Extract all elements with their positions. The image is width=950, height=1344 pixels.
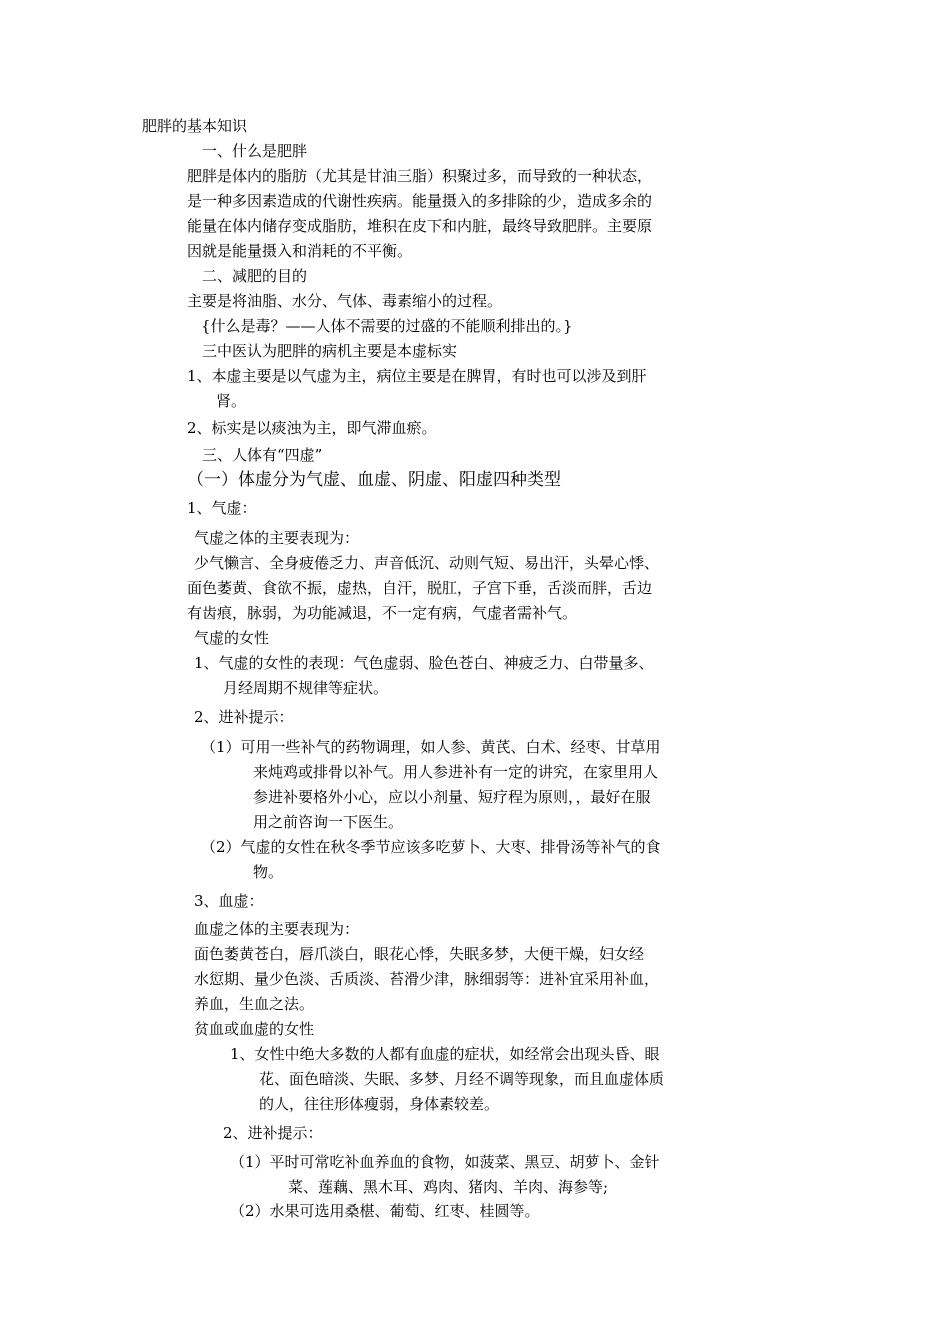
paragraph-line: 水愆期、量少色淡、舌质淡、苔滑少津，脉细弱等：进补宜采用补血， bbox=[194, 970, 660, 988]
item-label: 1、气虚： bbox=[187, 499, 257, 517]
paragraph-line: 气虚的女性 bbox=[194, 629, 270, 647]
paragraph-line: 肥胖是体内的脂肪（尤其是甘油三脂）积聚过多，而导致的一种状态， bbox=[187, 167, 653, 185]
list-item: 2、标实是以痰浊为主，即气滞血瘀。 bbox=[187, 419, 437, 437]
list-item-continuation: 花、面色暗淡、失眠、多梦、月经不调等现象，而且血虚体质 bbox=[259, 1070, 665, 1088]
paragraph-line: 面色萎黄苍白，唇爪淡白，眼花心悸，失眠多梦，大便干燥，妇女经 bbox=[194, 945, 645, 963]
paragraph-line: 主要是将油脂、水分、气体、毒素缩小的过程。 bbox=[187, 292, 503, 310]
list-item-continuation: 菜、莲藕、黑木耳、鸡肉、猪肉、羊肉、海参等; bbox=[288, 1178, 609, 1196]
list-item-continuation: 参进补要格外小心，应以小剂量、短疗程为原则，，最好在服 bbox=[253, 788, 651, 806]
paragraph-line: 能量在体内储存变成脂肪，堆积在皮下和内脏，最终导致肥胖。主要原 bbox=[187, 217, 653, 235]
list-item: （1）可用一些补气的药物调理，如人参、黄芪、白术、经枣、甘草用 bbox=[201, 738, 661, 756]
paragraph-line: 少气懒言、全身疲倦乏力、声音低沉、动则气短、易出汗，头晕心悸、 bbox=[194, 554, 660, 572]
list-item-continuation: 物。 bbox=[253, 863, 284, 881]
list-item-continuation: 肾。 bbox=[216, 392, 247, 410]
list-item-continuation: 来炖鸡或排骨以补气。用人参进补有一定的讲究，在家里用人 bbox=[253, 763, 659, 781]
paragraph-line: 血虚之体的主要表现为： bbox=[194, 920, 360, 938]
paragraph-line: 养血，生血之法。 bbox=[194, 995, 315, 1013]
list-item-continuation: 的人，往往形体瘦弱，身体素较差。 bbox=[259, 1095, 500, 1113]
paragraph-line: 是一种多因素造成的代谢性疾病。能量摄入的多排除的少，造成多余的 bbox=[187, 192, 653, 210]
list-item: 2、进补提示： bbox=[223, 1124, 323, 1142]
list-item: 1、气虚的女性的表现：气色虚弱、脸色苍白、神疲乏力、白带量多、 bbox=[194, 654, 654, 672]
paragraph-line: 三中医认为肥胖的病机主要是本虚标实 bbox=[202, 342, 458, 360]
subsection-heading: （一）体虚分为气虚、血虚、阴虚、阳虚四种类型 bbox=[187, 470, 561, 490]
paragraph-line: 气虚之体的主要表现为： bbox=[194, 529, 360, 547]
list-item: （2）水果可选用桑椹、葡萄、红枣、桂圆等。 bbox=[230, 1202, 540, 1220]
list-item: （1）平时可常吃补血养血的食物，如菠菜、黑豆、胡萝卜、金针 bbox=[230, 1153, 660, 1171]
list-item: 1、女性中绝大多数的人都有血虚的症状，如经常会出现头昏、眼 bbox=[230, 1045, 660, 1063]
paragraph-line: 面色萎黄、食欲不振，虚热，自汗，脱肛，子宫下垂，舌淡而胖，舌边 bbox=[187, 579, 653, 597]
paragraph-line: {什么是毒？——人体不需要的过盛的不能顺利排出的。} bbox=[201, 317, 573, 335]
list-item: （2）气虚的女性在秋冬季节应该多吃萝卜、大枣、排骨汤等补气的食 bbox=[201, 838, 661, 856]
section-heading: 三、人体有“四虚” bbox=[202, 446, 323, 464]
section-heading: 一、什么是肥胖 bbox=[202, 142, 308, 160]
paragraph-line: 有齿痕，脉弱，为功能减退，不一定有病，气虚者需补气。 bbox=[187, 604, 578, 622]
section-heading: 二、减肥的目的 bbox=[202, 267, 308, 285]
list-item-continuation: 月经周期不规律等症状。 bbox=[223, 679, 389, 697]
paragraph-line: 因就是能量摄入和消耗的不平衡。 bbox=[187, 242, 413, 260]
list-item: 2、进补提示： bbox=[194, 708, 294, 726]
item-label: 3、血虚： bbox=[194, 892, 264, 910]
list-item: 1、本虚主要是以气虚为主，病位主要是在脾胃，有时也可以涉及到肝 bbox=[187, 367, 647, 385]
paragraph-line: 贫血或血虚的女性 bbox=[194, 1020, 315, 1038]
doc-title: 肥胖的基本知识 bbox=[142, 117, 248, 135]
list-item-continuation: 用之前咨询一下医生。 bbox=[253, 813, 404, 831]
